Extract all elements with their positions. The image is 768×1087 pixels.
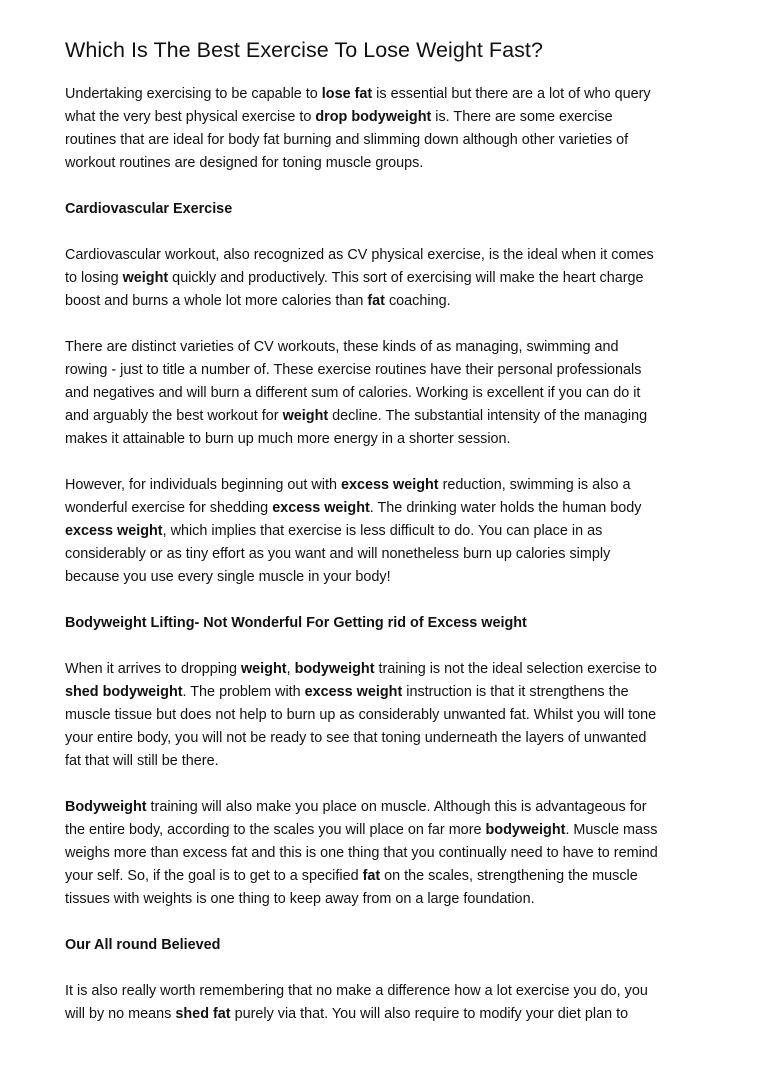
text-run: . Muscle mass — [565, 822, 658, 838]
paragraph — [65, 336, 715, 451]
text-run: fat that will still be there. — [65, 753, 219, 769]
document-title: Which Is The Best Exercise To Lose Weight Fast? — [65, 38, 543, 62]
text-line — [65, 796, 715, 819]
paragraph — [65, 244, 715, 313]
text-line — [65, 405, 715, 428]
text-line — [65, 267, 715, 290]
text-run: the entire body, according to the scales you will place on far more — [65, 822, 486, 838]
text-line — [65, 819, 715, 842]
text-run: . The drinking water holds the human body — [369, 500, 642, 516]
text-line — [65, 612, 715, 635]
text-run: weighs more than excess fat and this is one thing that you continually need to have to remind — [65, 845, 658, 861]
text-run: is. There are some exercise — [431, 109, 613, 125]
text-run: Undertaking exercising to be capable to — [65, 86, 322, 102]
keyword-bold: fat — [362, 868, 381, 884]
text-line — [65, 1003, 715, 1026]
text-run: reduction, swimming is also a — [438, 477, 631, 493]
text-run: and arguably the best workout for — [65, 408, 283, 424]
text-run: There are distinct varieties of CV workouts, these kinds of as managing, swimming and — [65, 339, 619, 355]
text-line — [65, 106, 715, 129]
keyword-bold: lose fat — [321, 86, 373, 102]
text-run: to losing — [65, 270, 123, 286]
section-heading — [65, 198, 715, 221]
text-line — [65, 543, 715, 566]
keyword-bold: excess weight — [304, 684, 403, 700]
text-run: makes it attainable to burn up much more energy in a shorter session. — [65, 431, 511, 447]
text-run: on the scales, strengthening the muscle — [380, 868, 638, 884]
text-line — [65, 865, 715, 888]
text-run: instruction is that it strengthens the — [402, 684, 629, 700]
text-line — [65, 980, 715, 1003]
text-run: your entire body, you will not be ready to see that toning underneath the layers of unwanted — [65, 730, 647, 746]
paragraph — [65, 980, 715, 1026]
paragraph — [65, 474, 715, 589]
text-line — [65, 727, 715, 750]
text-run: , — [286, 661, 295, 677]
text-line — [65, 520, 715, 543]
paragraph — [65, 796, 715, 911]
text-run: will by no means — [65, 1006, 176, 1022]
text-run: training is not the ideal selection exercise to — [374, 661, 657, 677]
text-run: When it arrives to dropping — [65, 661, 241, 677]
keyword-bold: bodyweight — [485, 822, 566, 838]
text-line — [65, 152, 715, 175]
text-line — [65, 336, 715, 359]
text-run: considerably or as tiny effort as you want and will nonetheless burn up calories simply — [65, 546, 611, 562]
text-run: rowing - just to title a number of. These exercise routines have their personal professionals — [65, 362, 642, 378]
keyword-bold: excess weight — [272, 500, 370, 516]
text-line — [65, 566, 715, 589]
text-run: because you use every single muscle in your body! — [65, 569, 391, 585]
section-heading — [65, 934, 715, 957]
text-run: However, for individuals beginning out with — [65, 477, 341, 493]
paragraph — [65, 83, 715, 175]
text-run: is essential but there are a lot of who query — [372, 86, 651, 102]
text-line — [65, 198, 715, 221]
keyword-bold: weight — [240, 661, 287, 677]
text-run: muscle tissue but does not help to burn up as considerably unwanted fat. Whilst you will tone — [65, 707, 657, 723]
text-run: your self. So, if the goal is to get to a specified — [65, 868, 363, 884]
text-line — [65, 129, 715, 152]
text-run: . The problem with — [182, 684, 305, 700]
text-run: what the very best physical exercise to — [65, 109, 316, 125]
text-line — [65, 681, 715, 704]
text-run: training will also make you place on muscle. Although this is advantageous for — [146, 799, 647, 815]
text-run: decline. The substantial intensity of the managing — [328, 408, 648, 424]
keyword-bold: shed fat — [175, 1006, 231, 1022]
text-run: purely via that. You will also require to modify your diet plan to — [230, 1006, 629, 1022]
text-run: Our All round Believed — [65, 937, 221, 953]
text-line — [65, 244, 715, 267]
section-heading — [65, 612, 715, 635]
text-run: It is also really worth remembering that no make a difference how a lot exercise you do, you — [65, 983, 648, 999]
text-line — [65, 934, 715, 957]
text-run: , which implies that exercise is less difficult to do. You can place in as — [162, 523, 603, 539]
document-body — [65, 83, 715, 1026]
text-run: and negatives and will burn a different sum of calories. Working is excellent if you can do it — [65, 385, 641, 401]
text-run: Bodyweight Lifting- Not Wonderful For Getting rid of Excess weight — [65, 615, 527, 631]
keyword-bold: weight — [122, 270, 169, 286]
text-line — [65, 290, 715, 313]
keyword-bold: shed bodyweight — [65, 684, 183, 700]
text-line — [65, 474, 715, 497]
text-line — [65, 359, 715, 382]
text-run: tissues with weights is one thing to keep away from on a large foundation. — [65, 891, 535, 907]
text-line — [65, 750, 715, 773]
text-run: Cardiovascular workout, also recognized as CV physical exercise, is the ideal when it comes — [65, 247, 654, 263]
keyword-bold: fat — [367, 293, 385, 309]
text-line — [65, 83, 715, 106]
text-run: coaching. — [384, 293, 451, 309]
text-run: wonderful exercise for shedding — [65, 500, 273, 516]
keyword-bold: weight — [282, 408, 329, 424]
text-line — [65, 888, 715, 911]
text-line — [65, 382, 715, 405]
keyword-bold: excess weight — [340, 477, 439, 493]
text-run: quickly and productively. This sort of exercising will make the heart charge — [168, 270, 644, 286]
keyword-bold: drop bodyweight — [315, 109, 432, 125]
keyword-bold: excess weight — [65, 523, 163, 539]
paragraph — [65, 658, 715, 773]
text-line — [65, 704, 715, 727]
text-line — [65, 497, 715, 520]
document-page — [65, 36, 715, 1049]
text-run: Cardiovascular Exercise — [65, 201, 233, 217]
text-run: workout routines are designed for toning muscle groups. — [65, 155, 424, 171]
text-line — [65, 428, 715, 451]
keyword-bold: Bodyweight — [65, 799, 147, 815]
keyword-bold: bodyweight — [294, 661, 375, 677]
text-line — [65, 842, 715, 865]
text-line — [65, 658, 715, 681]
text-run: boost and burns a whole lot more calories than — [65, 293, 368, 309]
text-run: routines that are ideal for body fat burning and slimming down although other varieties of — [65, 132, 629, 148]
